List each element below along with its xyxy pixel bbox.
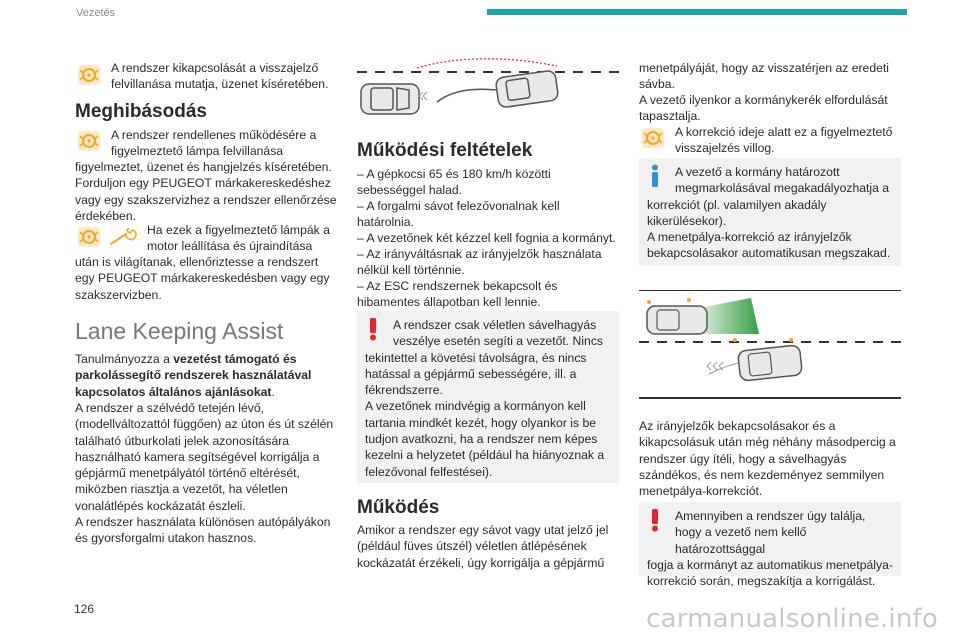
lane-correction-illustration: [639, 290, 901, 405]
grip-warning-callout: [639, 502, 901, 589]
fault-paragraph-2-body: után is világítanak, ellenőriztesse a rendszert egy PEUGEOT márkakereskedésben vagy egy szakszervizben.: [75, 255, 330, 302]
warning-callout-body-2: A vezetőnek mindvégig a kormányon kell tartania mindkét kezét, hogy olyankor is be tudjon avatkozni, ha a rendszer nem képes kezelni a helyzetet (például ha hiányoznak a felezővonal felfestései).: [365, 399, 605, 479]
exclamation-icon: [649, 508, 661, 537]
operation-heading: Működés: [357, 497, 440, 518]
fault-heading: Meghibásodás: [75, 101, 207, 122]
warning-callout-lead: A rendszer csak véletlen sávelhagyás veszélye esetén segíti a vezetőt. Nincs: [393, 318, 604, 349]
warning-callout-body: tekintettel a követési távolságra, és nincs hatással a gépjármű sebességére, ill. a fékrendszerre.: [365, 350, 587, 398]
correction-paragraph-1: menetpályáját, hogy az visszatérjen az eredeti sávba.: [639, 61, 889, 92]
lka-description: A rendszer a szélvédő tetején lévő, (modellváltozattól függően) az úton és út szélén található útburkolati jelek azonosítására használható kamera segítségével korrigálja a gépjármű menetpályától történő eltérését, miközben riasztja a vezetőt, ha véletlen vonalátlépés kockázatát észleli.: [75, 401, 334, 513]
fault-paragraph-1-body: figyelmeztet, üzenet és hangjelzés kíséretében. Forduljon egy PEUGEOT márkakereskedéshez vagy egy szakszervizhez a rendszer ellenőrzése érdekében.: [75, 160, 337, 223]
operation-paragraph: Amikor a rendszer egy sávot vagy utat jelző jel (például füves útszél) véletlen átlépésének kockázatát érzékeli, úgy korrigálja a gépjármű: [357, 523, 609, 570]
lamp-blink-note: A korrekció ideje alatt ez a figyelmeztető visszajelzés villog.: [675, 125, 893, 156]
condition-item-3: – A vezetőnek két kézzel kell fognia a kormányt.: [357, 231, 616, 245]
turn-signal-paragraph: Az irányjelzők bekapcsolásakor és a kikapcsolásuk után még néhány másodpercig a rendszer úgy ítéli, hogy a sávelhagyás szándékos, és nem kezdeményez semmilyen menetpálya-korrekciót.: [639, 419, 896, 499]
fault-paragraph-2-lead: Ha ezek a figyelmeztető lámpák a motor leállítása és újraindítása: [147, 223, 330, 254]
info-callout-lead: A vezető a kormány határozott megmarkolásával megakadályozhatja a: [675, 165, 890, 196]
page-number: 126: [74, 602, 95, 616]
fault-paragraph-1-lead: A rendszer rendellenes működésére a figyelmeztető lámpa felvillanása: [111, 128, 317, 159]
info-callout-body: korrekciót (pl. valamilyen akadály kikerülésekor).: [647, 197, 827, 228]
grip-warning-body: fogja a kormányt az automatikus menetpálya-korrekció során, megszakítja a korrigálást.: [647, 557, 893, 589]
info-callout: [639, 158, 901, 266]
intro-text: A rendszer kikapcsolását a visszajelző felvillanása mutatja, üzenet kíséretében.: [111, 61, 329, 92]
watermark: carmanualsonline.info: [646, 604, 938, 634]
conditions-heading: Működési feltételek: [357, 140, 533, 161]
lka-reference: [75, 351, 337, 400]
warning-callout: [357, 311, 619, 483]
lane-departure-illustration: [357, 52, 619, 129]
correction-paragraph-2: A vezető ilyenkor a kormánykerék elfordulását tapasztalja.: [639, 93, 888, 124]
grip-warning-lead: Amennyiben a rendszer úgy találja, hogy a vezető nem kellő határozottsággal: [675, 509, 866, 556]
condition-item-1: – A gépkocsi 65 és 180 km/h közötti sebességgel halad.: [357, 167, 551, 198]
lka-reference-bold: vezetést támogató és parkolássegítő rendszerek használatával kapcsolatos általános ajánlásokat: [75, 352, 312, 399]
lka-heading: Lane Keeping Assist: [75, 318, 284, 344]
exclamation-icon: [367, 317, 379, 346]
info-icon: [649, 164, 661, 193]
lka-reference-pre: Tanulmányozza a: [75, 352, 174, 366]
condition-item-4: – Az irányváltásnak az irányjelzők használata nélkül kell történnie.: [357, 247, 602, 278]
header-accent-bar: [487, 9, 907, 15]
info-callout-body-2: A menetpálya-korrekció az irányjelzők bekapcsolásakor automatikusan megszakad.: [647, 230, 891, 261]
condition-item-2: – A forgalmi sávot felezővonalnak kell határolnia.: [357, 199, 560, 230]
page-header-title: Vezetés: [76, 7, 116, 19]
lka-reference-post: .: [271, 384, 275, 399]
lka-usage-note: A rendszer használata különösen autópályákon és gyorsforgalmi utakon hasznos.: [75, 515, 331, 546]
condition-item-5: – Az ESC rendszernek bekapcsolt és hibamentes állapotban kell lennie.: [357, 279, 558, 310]
car-outline: [361, 84, 419, 114]
